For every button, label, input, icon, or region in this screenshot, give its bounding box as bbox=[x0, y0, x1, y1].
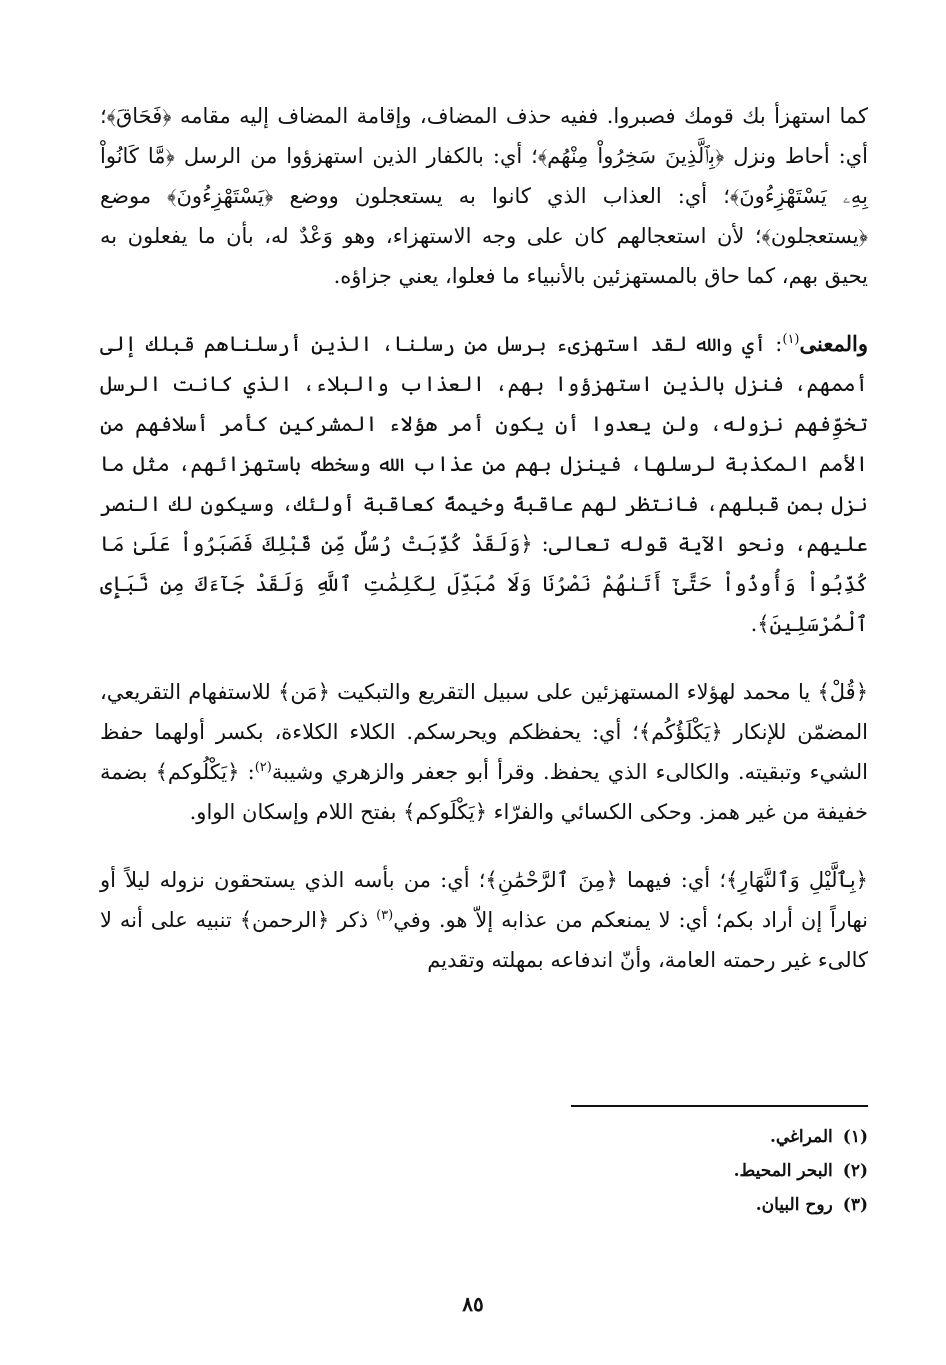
main-text bbox=[100, 96, 868, 980]
footnote-ref-2: (٢) bbox=[254, 760, 272, 775]
paragraph-4-text-a: ﴿بِٱلَّيْلِ وَٱلنَّهَارِ﴾؛ أي: فيهما ﴿مِنَ ٱلرَّحْمَٰنِ﴾؛ أي: من بأسه الذي يستحقون نزوله ليلاً أو نهاراً إن أراد بكم؛ أي: لا يمنعكم من عذابه إلاّ هو. وفي bbox=[100, 868, 868, 932]
footnote-number: (٣) bbox=[842, 1195, 868, 1215]
footnote-item bbox=[468, 1154, 868, 1188]
footnote-number: (٢) bbox=[842, 1161, 868, 1181]
paragraph-1 bbox=[100, 96, 868, 296]
paragraph-2-text: : أي والله لقد استهزىء برسل من رسلنا، الذين أرسلناهم قبلك إلى أممهم، فنزل بالذين استهزؤوا بهم، العذاب والبلاء، الذي كانت الرسل تخوِّفهم نزوله، ولن يعدوا أن يكون أمر هؤلاء المشركين كأمر أسلافهم من الأمم المكذبة لرسلها، فينزل بهم من عذاب الله وسخطه باستهزائهم، مثل ما نزل بمن قبلهم، فانتظر لهم عاقبةً وخيمةً كعاقبة أولئك، وسيكون لك النصر عليهم، ونحو الآية قوله تعالى: ﴿وَلَقَدْ كُذِّبَتْ رُسُلٌ مِّن قَبْلِكَ فَصَبَرُواْ عَلَىٰ مَا كُذِّبُواْ وَأُوذُواْ حَتَّىٰٓ أَتَىٰهُمْ نَصْرُنَا وَلَا مُبَدِّلَ لِكَلِمَٰتِ ٱللَّهِ وَلَقَدْ جَآءَكَ مِن نَّبَإِى ٱلْمُرْسَلِينَ﴾. bbox=[100, 332, 868, 636]
footnotes bbox=[468, 1120, 868, 1222]
paragraph-2 bbox=[100, 324, 868, 644]
page-number: ٨٥ bbox=[462, 1292, 484, 1316]
footnote-ref-3: (٣) bbox=[376, 908, 394, 923]
paragraph-4-text-b: ذكر ﴿الرحمن﴾ تنبيه على أنه لا كالىء غير رحمته العامة، وأنّ اندفاعه بمهلته وتقديم bbox=[100, 908, 868, 972]
footnote-text: البحر المحيط. bbox=[733, 1161, 833, 1181]
footnote-number: (١) bbox=[842, 1127, 868, 1147]
footnote-item bbox=[468, 1188, 868, 1222]
footnote-text: روح البيان. bbox=[755, 1195, 833, 1215]
paragraph-3-text-a: ﴿قُلْ﴾ يا محمد لهؤلاء المستهزئين على سبيل التقريع والتبكيت ﴿مَن﴾ للاستفهام التقريعي، المضمّن للإنكار ﴿يَكْلَؤُكُم﴾؛ أي: يحفظكم ويحرسكم. الكلاء الكلاءة، بكسر أولهما حفظ الشيء وتبقيته. والكالىء الذي يحفظ. وقرأ أبو جعفر والزهري وشيبة bbox=[100, 680, 868, 784]
paragraph-2-lead: والمعنى bbox=[799, 331, 868, 356]
paragraph-4 bbox=[100, 860, 868, 980]
paragraph-3-text-b: : ﴿يَكْلُوكم﴾ بضمة خفيفة من غير همز. وحكى الكسائي والفرّاء ﴿يَكْلَوكم﴾ بفتح اللام وإسكان الواو. bbox=[100, 760, 868, 824]
footnote-item bbox=[468, 1120, 868, 1154]
paragraph-3 bbox=[100, 672, 868, 832]
footnote-divider bbox=[571, 1105, 868, 1107]
footnote-text: المراغي. bbox=[769, 1127, 833, 1147]
paragraph-1-text: كما استهزأ بك قومك فصبروا. ففيه حذف المضاف، وإقامة المضاف إليه مقامه ﴿فَحَاقَ﴾؛ أي: أحاط ونزل ﴿بِٱلَّذِينَ سَخِرُواْ مِنْهُم﴾؛ أي: بالكفار الذين استهزؤوا من الرسل ﴿مَّا كَانُواْ بِهِۦ يَسْتَهْزِءُونَ﴾؛ أي: العذاب الذي كانوا به يستعجلون ووضع ﴿يَسْتَهْزِءُونَ﴾ موضع ﴿يستعجلون﴾؛ لأن استعجالهم كان على وجه الاستهزاء، وهو وَعْدٌ له، بأن ما يفعلون به يحيق بهم، كما حاق بالمستهزئين بالأنبياء ما فعلوا، يعني جزاؤه. bbox=[100, 104, 868, 288]
footnote-ref-1: (١) bbox=[782, 332, 800, 347]
